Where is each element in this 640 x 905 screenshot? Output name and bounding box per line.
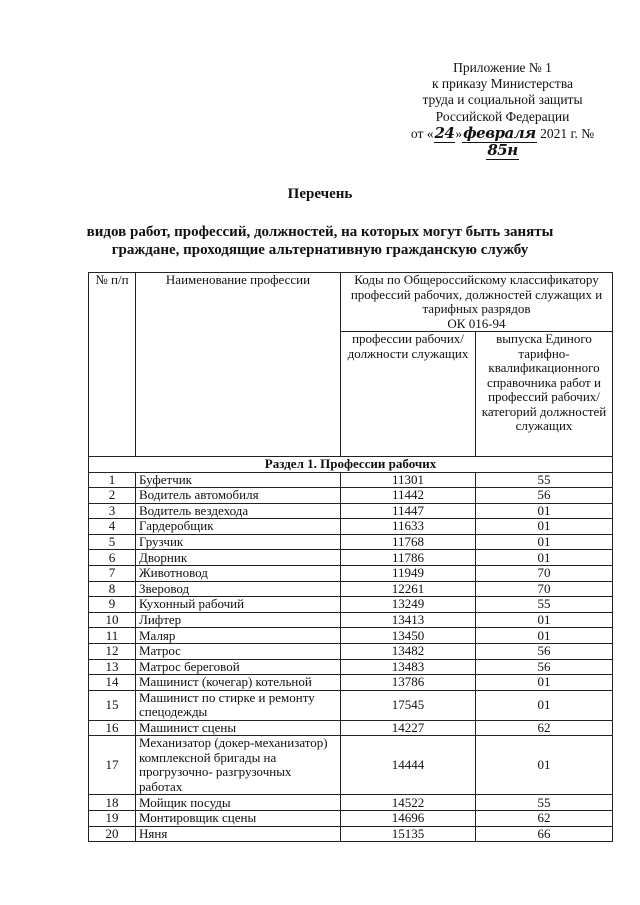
table-row [89,690,613,720]
profession-name: Матрос [136,644,341,660]
row-number: 20 [89,826,136,842]
profession-code: 13413 [341,612,476,628]
etks-issue: 01 [476,503,613,519]
row-number: 2 [89,488,136,504]
date-year: 2021 г. № [536,125,595,141]
table-row [89,628,613,644]
appendix-line: к приказу Министерства [431,76,574,92]
row-number: 5 [89,534,136,550]
etks-issue: 01 [476,736,613,795]
row-number: 9 [89,597,136,613]
profession-code: 13450 [341,628,476,644]
profession-name: Грузчик [136,534,341,550]
table-row [89,644,613,660]
profession-code: 11949 [341,566,476,582]
appendix-line: труда и социальной защиты [422,92,583,108]
handwritten-day: 24 [434,123,455,142]
etks-issue: 01 [476,534,613,550]
profession-code: 15135 [341,826,476,842]
profession-code: 11442 [341,488,476,504]
table-row [89,675,613,691]
etks-issue: 70 [476,581,613,597]
etks-issue: 66 [476,826,613,842]
row-number: 8 [89,581,136,597]
table-row [89,519,613,535]
table-row [89,566,613,582]
section-heading: Раздел 1. Профессии рабочих [89,457,613,473]
profession-code: 14227 [341,720,476,736]
appendix-line: Приложение № 1 [453,60,552,75]
header-code-profession: профессии рабочих/должности служащих [341,332,476,457]
profession-name: Дворник [136,550,341,566]
etks-issue: 55 [476,795,613,811]
profession-code: 11633 [341,519,476,535]
profession-code: 12261 [341,581,476,597]
profession-name: Мойщик посуды [136,795,341,811]
professions-table [88,272,613,842]
row-number: 18 [89,795,136,811]
header-codes [341,273,613,332]
etks-issue: 55 [476,472,613,488]
profession-name: Водитель автомобиля [136,488,341,504]
profession-name: Буфетчик [136,472,341,488]
etks-issue: 56 [476,488,613,504]
header-codes-ok: ОК 016-94 [447,315,506,331]
date-prefix: от « [410,125,434,141]
etks-issue: 01 [476,519,613,535]
etks-issue: 62 [476,811,613,827]
row-number: 1 [89,472,136,488]
date-quote: » [455,125,463,141]
handwritten-order-number: 85н [487,141,518,160]
document-subtitle-line: граждане, проходящие альтернативную гражданскую службу [111,242,529,258]
row-number: 13 [89,659,136,675]
table-row [89,795,613,811]
profession-code: 11301 [341,472,476,488]
profession-code: 13786 [341,675,476,691]
profession-name: Машинист по стирке и ремонту спецодежды [136,690,341,720]
order-date-line [395,125,610,159]
row-number: 17 [89,736,136,795]
row-number: 16 [89,720,136,736]
profession-code: 17545 [341,690,476,720]
header-number: № п/п [89,273,136,457]
table-row [89,503,613,519]
row-number: 15 [89,690,136,720]
profession-code: 11768 [341,534,476,550]
etks-issue: 01 [476,612,613,628]
profession-name: Машинист сцены [136,720,341,736]
profession-code: 14696 [341,811,476,827]
row-number: 12 [89,644,136,660]
profession-name: Зверовод [136,581,341,597]
profession-name: Животновод [136,566,341,582]
table-row [89,720,613,736]
etks-issue: 01 [476,628,613,644]
profession-name: Матрос береговой [136,659,341,675]
etks-issue: 56 [476,659,613,675]
profession-name: Лифтер [136,612,341,628]
profession-code: 14522 [341,795,476,811]
etks-issue: 62 [476,720,613,736]
document-subtitle-line: видов работ, профессий, должностей, на которых могут быть заняты [86,224,554,240]
row-number: 10 [89,612,136,628]
table-row [89,612,613,628]
row-number: 3 [89,503,136,519]
header-name: Наименование профессии [136,273,341,457]
profession-name: Няня [136,826,341,842]
profession-name: Маляр [136,628,341,644]
row-number: 14 [89,675,136,691]
handwritten-month: февраля [463,123,536,142]
profession-name: Механизатор (докер-механизатор) комплексной бригады на прогрузочно- разгрузочных работах [136,736,341,795]
header-codes-text: Коды по Общероссийскому классификатору профессий рабочих, должностей служащих и тарифных разрядов [350,272,603,316]
table-row [89,534,613,550]
etks-issue: 55 [476,597,613,613]
row-number: 6 [89,550,136,566]
etks-issue: 01 [476,690,613,720]
profession-code: 13249 [341,597,476,613]
profession-code: 14444 [341,736,476,795]
table-row [89,488,613,504]
profession-name: Гардеробщик [136,519,341,535]
profession-code: 11447 [341,503,476,519]
profession-name: Водитель вездехода [136,503,341,519]
row-number: 19 [89,811,136,827]
table-row [89,659,613,675]
header-code-etks: выпуска Единого тарифно-квалификационного справочника работ и профессий рабочих/категорий должностей служащих [476,332,613,457]
etks-issue: 01 [476,675,613,691]
table-row [89,826,613,842]
appendix-block [395,60,610,159]
profession-name: Кухонный рабочий [136,597,341,613]
document-title: Перечень [287,186,353,202]
etks-issue: 01 [476,550,613,566]
table-row [89,811,613,827]
profession-code: 13482 [341,644,476,660]
table-row [89,550,613,566]
table-row [89,472,613,488]
profession-code: 13483 [341,659,476,675]
table-row [89,736,613,795]
table-row [89,597,613,613]
profession-code: 11786 [341,550,476,566]
profession-name: Монтировщик сцены [136,811,341,827]
row-number: 4 [89,519,136,535]
row-number: 7 [89,566,136,582]
etks-issue: 56 [476,644,613,660]
appendix-line: Российской Федерации [435,108,570,124]
table-row [89,581,613,597]
etks-issue: 70 [476,566,613,582]
row-number: 11 [89,628,136,644]
profession-name: Машинист (кочегар) котельной [136,675,341,691]
